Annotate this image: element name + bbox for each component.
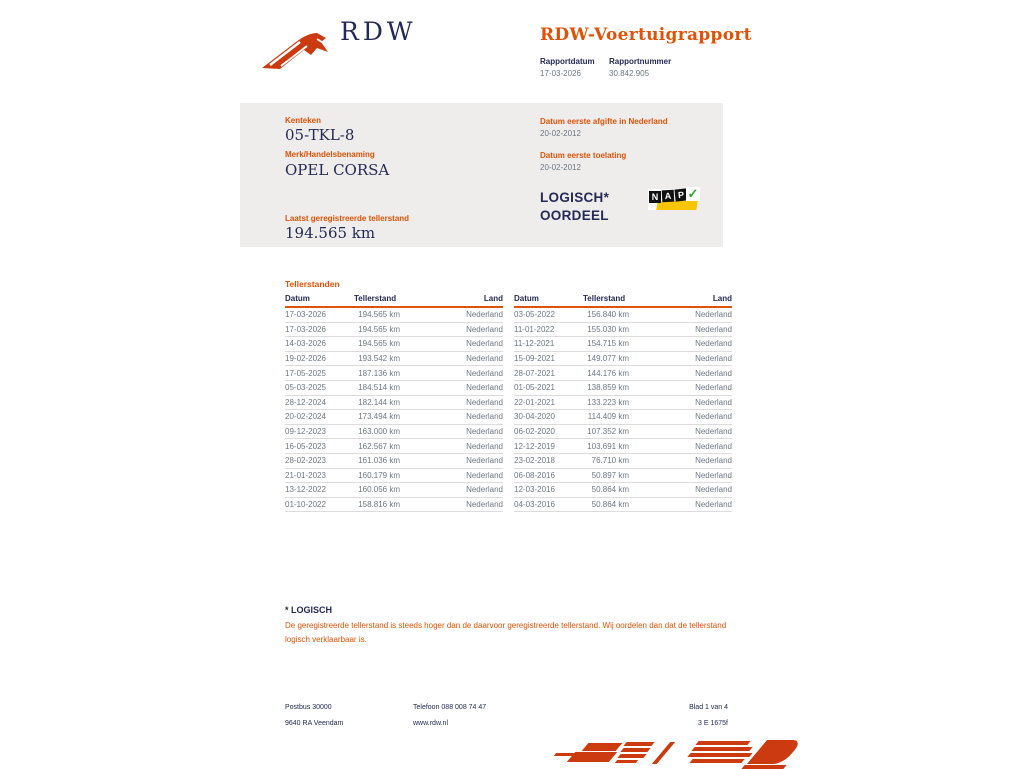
cell-tellerstand: 194.565 km (358, 339, 400, 349)
cell-datum: 16-05-2023 (285, 441, 326, 451)
table-row (285, 396, 503, 411)
table-row (285, 439, 503, 454)
nap-logo-icon (648, 187, 700, 213)
table-row (514, 337, 732, 352)
table-row (285, 483, 503, 498)
cell-tellerstand: 193.542 km (358, 354, 400, 364)
cell-land: Nederland (466, 470, 503, 480)
column-header-datum: Datum (285, 294, 310, 303)
cell-tellerstand: 138.859 km (587, 383, 629, 393)
table-row (285, 469, 503, 484)
cell-datum: 20-02-2024 (285, 412, 326, 422)
nap-letter-a: A (662, 190, 675, 203)
rdw-stripes-graphic-icon (545, 738, 795, 768)
cell-land: Nederland (695, 324, 732, 334)
table-row (514, 469, 732, 484)
column-header-tellerstand: Tellerstand (354, 294, 397, 303)
cell-land: Nederland (695, 441, 732, 451)
table-row (514, 396, 732, 411)
column-header-land: Land (712, 294, 732, 303)
table-row (285, 352, 503, 367)
cell-tellerstand: 50.864 km (591, 500, 629, 510)
cell-tellerstand: 162.567 km (358, 441, 400, 451)
tellerstanden-heading: Tellerstanden (285, 279, 340, 289)
cell-land: Nederland (466, 441, 503, 451)
cell-datum: 06-08-2016 (514, 470, 555, 480)
cell-datum: 01-10-2022 (285, 500, 326, 510)
cell-datum: 23-02-2018 (514, 456, 555, 466)
cell-land: Nederland (695, 485, 732, 495)
cell-tellerstand: 194.565 km (358, 310, 400, 320)
oordeel-line2: OORDEEL (540, 208, 609, 223)
nap-logo-yellow-bar (656, 201, 697, 210)
cell-datum: 04-03-2016 (514, 500, 555, 510)
nap-letter-n: N (649, 191, 661, 203)
table-body-right (514, 308, 732, 512)
table-header-row (285, 294, 503, 308)
table-body-left (285, 308, 503, 512)
cell-land: Nederland (695, 368, 732, 378)
column-header-tellerstand: Tellerstand (583, 294, 626, 303)
cell-datum: 19-02-2026 (285, 354, 326, 364)
tellerstanden-table-left (285, 294, 503, 512)
cell-datum: 13-12-2022 (285, 485, 326, 495)
cell-tellerstand: 182.144 km (358, 397, 400, 407)
cell-tellerstand: 194.565 km (358, 324, 400, 334)
cell-datum: 17-03-2026 (285, 324, 326, 334)
cell-tellerstand: 144.176 km (587, 368, 629, 378)
cell-tellerstand: 149.077 km (587, 354, 629, 364)
cell-datum: 15-09-2021 (514, 354, 555, 364)
footer-page-info (628, 700, 728, 732)
table-row (514, 425, 732, 440)
table-row (285, 498, 503, 513)
cell-land: Nederland (466, 485, 503, 495)
table-row (514, 381, 732, 396)
column-header-land: Land (483, 294, 503, 303)
cell-datum: 17-05-2025 (285, 368, 326, 378)
cell-tellerstand: 187.136 km (358, 368, 400, 378)
table-row (514, 483, 732, 498)
cell-land: Nederland (466, 324, 503, 334)
cell-datum: 28-02-2023 (285, 456, 326, 466)
cell-datum: 11-01-2022 (514, 324, 555, 334)
cell-land: Nederland (695, 310, 732, 320)
cell-land: Nederland (466, 339, 503, 349)
afgifte-value: 20-02-2012 (540, 129, 581, 138)
cell-tellerstand: 160.056 km (358, 485, 400, 495)
table-row (514, 439, 732, 454)
footer-doc-code: 3 E 1675f (698, 720, 728, 727)
cell-datum: 05-03-2025 (285, 383, 326, 393)
kenteken-label: Kenteken (285, 116, 322, 125)
cell-datum: 01-05-2021 (514, 383, 555, 393)
cell-datum: 09-12-2023 (285, 427, 326, 437)
cell-datum: 12-03-2016 (514, 485, 555, 495)
cell-tellerstand: 173.494 km (358, 412, 400, 422)
oordeel-line1: LOGISCH* (540, 190, 610, 205)
nap-checkmark-icon: ✓ (687, 186, 699, 201)
cell-land: Nederland (695, 354, 732, 364)
cell-land: Nederland (466, 310, 503, 320)
cell-datum: 21-01-2023 (285, 470, 326, 480)
report-number-value: 30.842.905 (609, 69, 650, 78)
oordeel-text (540, 189, 609, 225)
cell-land: Nederland (695, 456, 732, 466)
cell-tellerstand: 133.223 km (587, 397, 629, 407)
table-row (285, 337, 503, 352)
merk-label: Merk/Handelsbenaming (285, 150, 375, 159)
cell-tellerstand: 50.897 km (591, 470, 629, 480)
cell-tellerstand: 158.816 km (358, 500, 400, 510)
toelating-value: 20-02-2012 (540, 163, 581, 172)
table-row (285, 454, 503, 469)
footer-address (285, 700, 343, 732)
cell-datum: 06-02-2020 (514, 427, 555, 437)
table-row (285, 425, 503, 440)
report-number-label: Rapportnummer (609, 57, 672, 66)
cell-land: Nederland (466, 500, 503, 510)
page-title: RDW-Voertuigrapport (540, 25, 752, 45)
cell-land: Nederland (466, 397, 503, 407)
logisch-note-heading: * LOGISCH (285, 605, 333, 615)
tellerstand-value: 194.565 km (285, 224, 376, 242)
table-row (285, 366, 503, 381)
vehicle-summary-box (240, 103, 723, 247)
table-row (514, 454, 732, 469)
table-row (514, 308, 732, 323)
cell-land: Nederland (695, 470, 732, 480)
report-date-value: 17-03-2026 (540, 69, 581, 78)
report-date-label: Rapportdatum (540, 57, 595, 66)
footer-contact (413, 700, 486, 732)
tellerstand-label: Laatst geregistreerde tellerstand (285, 214, 410, 223)
nap-letter-p: P (674, 188, 687, 201)
toelating-label: Datum eerste toelating (540, 151, 627, 160)
cell-land: Nederland (695, 412, 732, 422)
table-row (285, 323, 503, 338)
cell-land: Nederland (466, 383, 503, 393)
footer-address-line1: Postbus 30000 (285, 704, 332, 711)
cell-datum: 12-12-2019 (514, 441, 555, 451)
table-row (514, 352, 732, 367)
footer-address-line2: 9640 RA Veendam (285, 720, 344, 727)
table-row (285, 410, 503, 425)
cell-land: Nederland (466, 427, 503, 437)
cell-tellerstand: 103.691 km (587, 441, 629, 451)
tellerstanden-table-right (514, 294, 732, 512)
table-row (514, 366, 732, 381)
footer-phone: Telefoon 088 008 74 47 (413, 704, 487, 711)
kenteken-value: 05-TKL-8 (285, 126, 355, 144)
table-header-row (514, 294, 732, 308)
cell-tellerstand: 156.840 km (587, 310, 629, 320)
cell-tellerstand: 107.352 km (587, 427, 629, 437)
cell-land: Nederland (466, 354, 503, 364)
table-row (514, 410, 732, 425)
cell-land: Nederland (695, 500, 732, 510)
cell-datum: 11-12-2021 (514, 339, 555, 349)
cell-tellerstand: 76.710 km (591, 456, 629, 466)
cell-land: Nederland (466, 412, 503, 422)
column-header-datum: Datum (514, 294, 539, 303)
cell-datum: 30-04-2020 (514, 412, 555, 422)
cell-land: Nederland (466, 456, 503, 466)
cell-datum: 28-07-2021 (514, 368, 555, 378)
cell-datum: 03-05-2022 (514, 310, 555, 320)
tellerstanden-section (285, 279, 732, 512)
table-row (285, 308, 503, 323)
cell-tellerstand: 154.715 km (587, 339, 629, 349)
cell-tellerstand: 161.036 km (358, 456, 400, 466)
cell-datum: 14-03-2026 (285, 339, 326, 349)
cell-tellerstand: 155.030 km (587, 324, 629, 334)
cell-land: Nederland (695, 339, 732, 349)
cell-datum: 22-01-2021 (514, 397, 555, 407)
cell-tellerstand: 184.514 km (358, 383, 400, 393)
merk-value: OPEL CORSA (285, 161, 390, 179)
cell-datum: 28-12-2024 (285, 397, 326, 407)
afgifte-label: Datum eerste afgifte in Nederland (540, 117, 668, 126)
logisch-note-text: De geregistreerde tellerstand is steeds hoger dan de daarvoor geregistreerde tellerstand. Wij oordelen dan dat de tellerstand logisch verklaarbaar is. (285, 621, 727, 644)
cell-tellerstand: 114.409 km (587, 412, 629, 422)
rdw-bird-icon (260, 18, 334, 70)
cell-land: Nederland (695, 427, 732, 437)
table-row (285, 381, 503, 396)
cell-land: Nederland (466, 368, 503, 378)
cell-land: Nederland (695, 397, 732, 407)
cell-tellerstand: 160.179 km (358, 470, 400, 480)
table-row (514, 498, 732, 513)
footer-page-number: Blad 1 van 4 (689, 704, 728, 711)
cell-tellerstand: 50.864 km (591, 485, 629, 495)
cell-land: Nederland (695, 383, 732, 393)
footer-website: www.rdw.nl (413, 720, 449, 727)
cell-datum: 17-03-2026 (285, 310, 326, 320)
cell-tellerstand: 163.000 km (358, 427, 400, 437)
table-row (514, 323, 732, 338)
rdw-wordmark: RDW (340, 17, 417, 46)
